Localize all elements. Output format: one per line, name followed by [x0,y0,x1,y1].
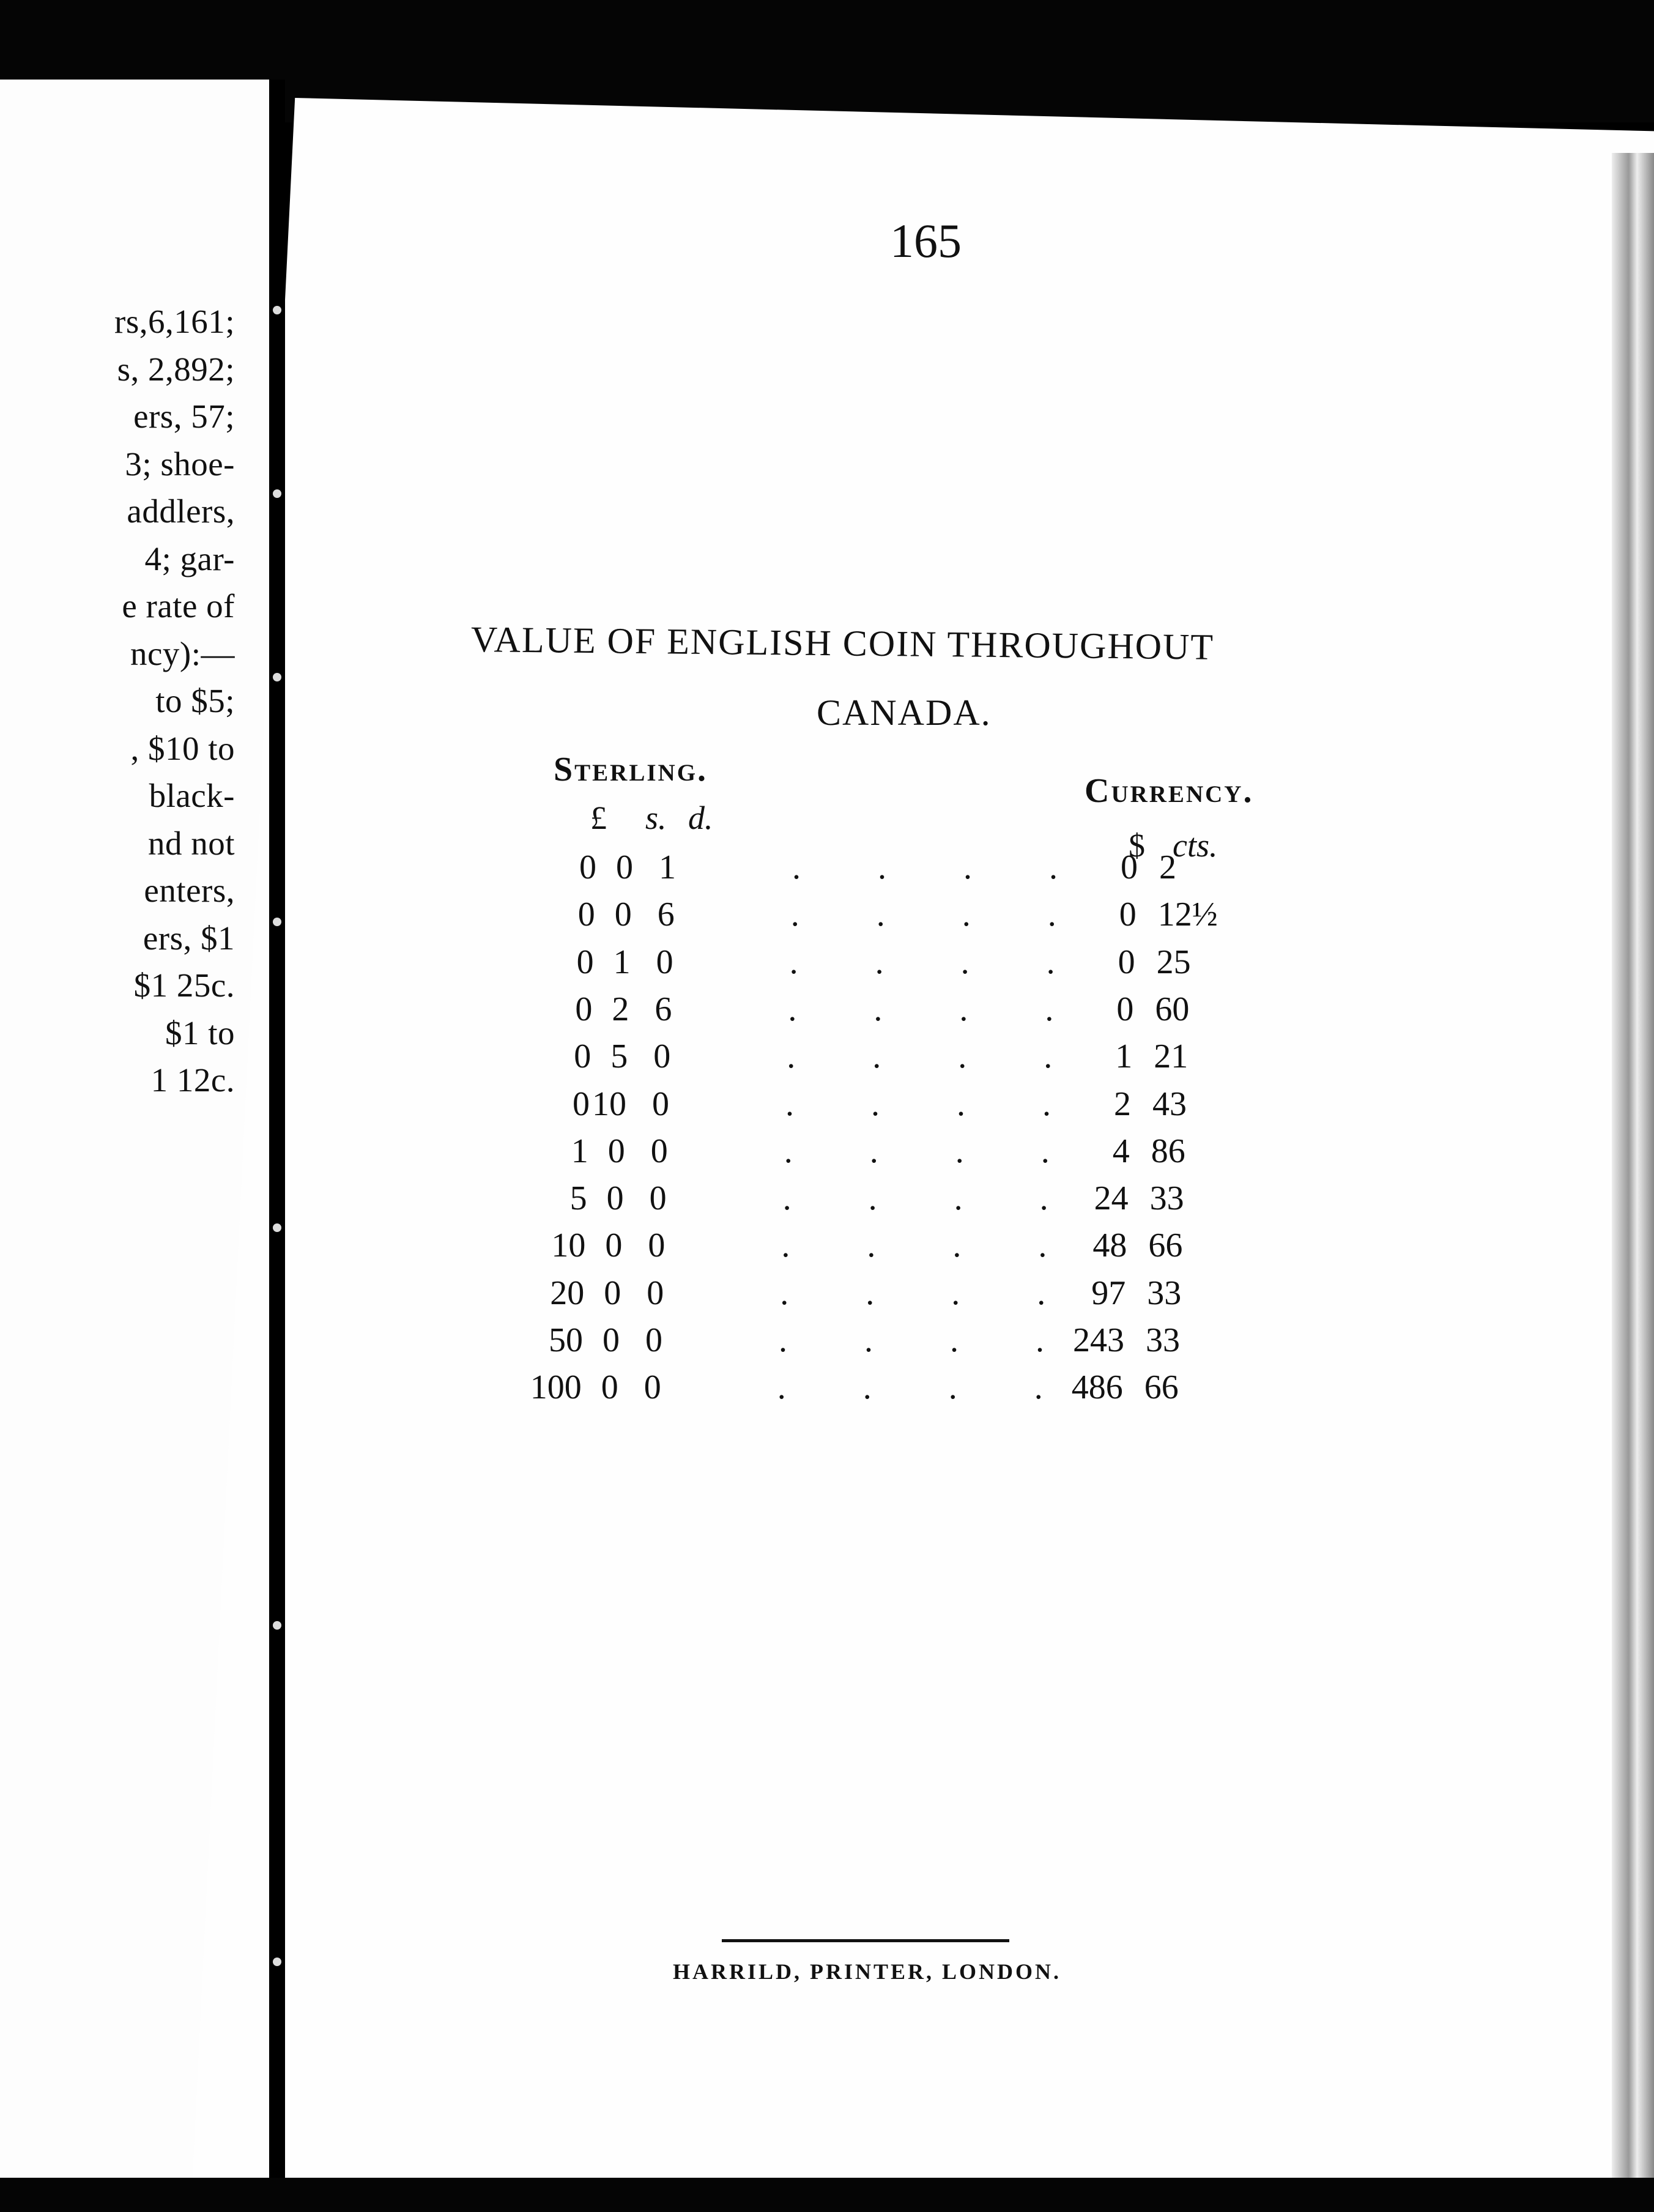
cents-cell: 2 [1159,848,1176,886]
pounds-cell: 0 [579,848,596,886]
shillings-cell: 0 [604,1274,621,1312]
table-row [546,1134,1280,1173]
pounds-cell: 100 [530,1368,582,1407]
dollars-cell: 24 [1094,1179,1129,1218]
left-page-line: ers, 57; [133,398,235,435]
dollars-cell: 243 [1073,1321,1124,1359]
dollars-cell: 0 [1119,896,1137,934]
leader-dot: . [779,1321,787,1359]
leader-dot: . [784,1132,793,1170]
left-page-line: 1 12c. [150,1061,235,1099]
pounds-cell: 50 [549,1321,583,1359]
pounds-cell: 0 [574,1037,592,1076]
dollars-cell: 0 [1121,848,1138,886]
leader-dot: . [1049,848,1058,886]
pounds-column-header: £ [590,800,607,836]
leader-dot: . [954,1179,963,1218]
leader-dot: . [789,943,798,981]
leader-dot: . [788,990,797,1028]
leader-dot: . [955,1132,964,1170]
leader-dot: . [1044,1037,1053,1076]
leader-dot: . [1047,896,1056,934]
left-page-line: to $5; [155,682,235,719]
table-title-line-1: VALUE OF ENGLISH COIN THROUGHOUT [470,619,1215,667]
leader-dot: . [871,1085,880,1123]
shillings-cell: 2 [612,990,629,1028]
pounds-cell: 10 [551,1227,586,1265]
leader-dot: . [867,1227,876,1265]
left-page-line: $1 to [165,1014,235,1052]
leader-dot: . [1037,1274,1046,1312]
left-page-line: rs,6,161; [114,303,235,340]
printer-imprint: HARRILD, PRINTER, LONDON. [673,1959,1062,1984]
dollars-cell: 48 [1092,1227,1127,1265]
leader-dot: . [951,1274,960,1312]
pence-cell: 0 [648,1227,666,1265]
pence-cell: 6 [657,896,675,934]
scan-bottom-border [0,2178,1654,2212]
left-page-line: 3; shoe- [125,445,235,483]
left-page-line: nd not [147,824,235,862]
leader-dot: . [866,1274,875,1312]
stitch-mark [273,1223,281,1232]
leader-dot: . [869,1132,878,1170]
shillings-cell: 10 [592,1085,626,1123]
pence-cell: 0 [656,943,673,981]
left-page-line: , $10 to [130,729,235,767]
pounds-cell: 5 [569,1179,587,1218]
left-page-line: s, 2,892; [117,350,235,388]
cents-cell: 33 [1147,1274,1182,1312]
pounds-cell: 1 [571,1132,588,1170]
shillings-cell: 0 [601,1368,618,1407]
leader-dot: . [862,1368,872,1407]
table-row [540,1323,1274,1362]
left-page-line: ers, $1 [143,919,235,957]
pence-cell: 0 [645,1321,662,1359]
dollars-cell: 97 [1091,1274,1126,1312]
leader-dot: . [876,896,885,934]
leader-dot: . [1038,1227,1047,1265]
leader-dot: . [1042,1085,1051,1123]
shillings-cell: 0 [614,896,632,934]
leader-dot: . [1039,1179,1048,1218]
cents-cell: 21 [1154,1037,1189,1076]
dollars-cell: 0 [1118,943,1135,981]
table-row [552,897,1286,937]
cents-cell: 66 [1148,1227,1183,1265]
leader-dot: . [777,1368,786,1407]
left-page-line: black- [149,777,235,814]
leader-dot: . [790,896,799,934]
leader-dot: . [1034,1368,1043,1407]
currency-heading: Currency. [1085,772,1254,810]
leader-dot: . [963,848,972,886]
table-title-line-2: CANADA. [817,692,992,733]
table-row [543,1228,1277,1267]
stitch-mark [273,1621,281,1630]
book-spine [269,80,285,2178]
shillings-cell: 0 [607,1132,625,1170]
leader-dot: . [878,848,886,886]
left-page-line: e rate of [122,587,235,625]
dollars-cell: 1 [1115,1037,1133,1076]
table-row [547,1087,1281,1126]
pence-cell: 0 [650,1132,668,1170]
sterling-heading: Sterling. [554,751,708,789]
left-page-line: enters, [144,872,235,909]
table-row [549,992,1283,1031]
stitch-mark [273,1958,281,1966]
cents-cell: 43 [1152,1085,1187,1123]
leader-dot: . [875,943,884,981]
pence-cell: 0 [643,1368,661,1407]
pounds-cell: 0 [577,896,595,934]
leader-dot: . [948,1368,957,1407]
dollars-cell: 486 [1071,1368,1123,1407]
pounds-cell: 0 [575,990,593,1028]
leader-dot: . [1040,1132,1050,1170]
shillings-cell: 0 [606,1179,624,1218]
cents-cell: 60 [1155,990,1190,1028]
shillings-cell: 0 [605,1227,623,1265]
pence-cell: 0 [652,1085,669,1123]
page-edge-shadow [1612,153,1654,2178]
cents-cell: 33 [1146,1321,1180,1359]
leader-dot: . [781,1227,790,1265]
cents-column-header: cts. [1173,827,1218,864]
table-row [551,945,1285,984]
pounds-cell: 0 [576,943,594,981]
stitch-mark [273,673,281,681]
pence-cell: 0 [649,1179,667,1218]
cents-cell: 33 [1149,1179,1184,1218]
leader-dot: . [868,1179,877,1218]
leader-dot: . [780,1274,789,1312]
leader-dot: . [1046,943,1055,981]
dollars-column-header: $ [1129,827,1145,864]
leader-dot: . [952,1227,962,1265]
shillings-cell: 0 [603,1321,620,1359]
dollars-cell: 4 [1112,1132,1130,1170]
leader-dot: . [1045,990,1054,1028]
table-row [544,1181,1278,1220]
shillings-column-header: s. [645,800,667,836]
pence-cell: 0 [647,1274,664,1312]
pence-cell: 1 [659,848,676,886]
left-page-line: addlers, [127,492,235,530]
leader-dot: . [785,1085,794,1123]
cents-cell: 86 [1151,1132,1185,1170]
leader-dot: . [959,990,968,1028]
leader-dot: . [960,943,970,981]
leader-dot: . [958,1037,967,1076]
dollars-cell: 0 [1116,990,1134,1028]
left-page-line: $1 25c. [133,967,235,1004]
left-page-line: 4; gar- [144,540,235,577]
table-row [554,850,1288,889]
shillings-cell: 0 [616,848,633,886]
leader-dot: . [873,990,883,1028]
leader-dot: . [957,1085,965,1123]
stitch-mark [273,489,281,498]
imprint-rule [722,1939,1009,1942]
pence-column-header: d. [688,800,713,836]
stitch-mark [273,918,281,926]
leader-dot: . [864,1321,873,1359]
shillings-cell: 5 [610,1037,628,1076]
stitch-mark [273,306,281,314]
table-row [548,1039,1282,1078]
leader-dot: . [787,1037,796,1076]
pounds-cell: 0 [573,1085,590,1123]
pounds-cell: 20 [550,1274,585,1312]
leader-dot: . [792,848,801,886]
cents-cell: 66 [1144,1368,1179,1407]
cents-cell: 12½ [1157,896,1218,934]
leader-dot: . [872,1037,881,1076]
dollars-cell: 2 [1114,1085,1131,1123]
leader-dot: . [962,896,971,934]
shillings-cell: 1 [613,943,631,981]
table-row [541,1276,1275,1315]
leader-dot: . [950,1321,959,1359]
leader-dot: . [782,1179,792,1218]
left-page-line: ncy):— [130,634,235,672]
pence-cell: 0 [653,1037,671,1076]
page-number: 165 [890,214,962,267]
table-row [530,1368,1273,1409]
cents-cell: 25 [1156,943,1191,981]
leader-dot: . [1036,1321,1044,1359]
pence-cell: 6 [655,990,672,1028]
